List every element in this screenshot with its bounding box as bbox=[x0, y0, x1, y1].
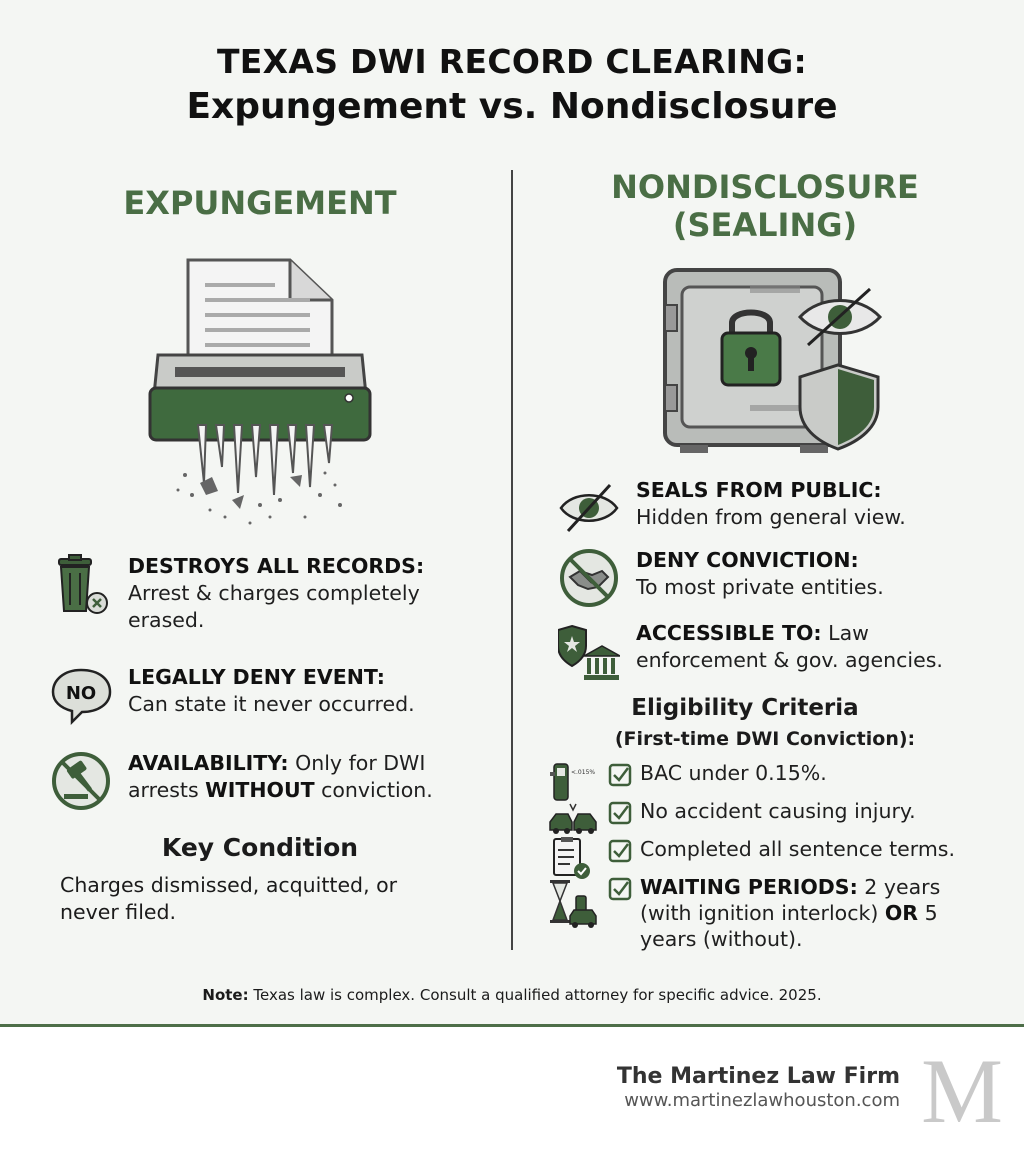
hourglass-interlock-icon bbox=[548, 874, 598, 930]
feature-text-after: conviction. bbox=[314, 778, 433, 802]
checkbox-checked-icon bbox=[608, 839, 632, 863]
feature-label: DESTROYS ALL RECORDS: bbox=[128, 554, 425, 578]
eligibility-item-waiting bbox=[548, 874, 970, 952]
breathalyzer-reading: <.015% bbox=[571, 769, 596, 776]
firm-logo bbox=[918, 1048, 1006, 1130]
eye-slash-icon bbox=[558, 477, 620, 539]
note-label: Note: bbox=[202, 986, 249, 1004]
feature-text-before: Only for DWI arrests bbox=[128, 751, 426, 802]
no-gavel-icon bbox=[50, 750, 112, 812]
key-condition-text: Charges dismissed, acquitted, or never filed. bbox=[60, 873, 398, 924]
eligibility-text-after: 5 years (without). bbox=[640, 901, 938, 951]
eligibility-subtitle: (First-time DWI Conviction): bbox=[614, 728, 916, 750]
eligibility-label: WAITING PERIODS: bbox=[640, 875, 858, 899]
expungement-heading: EXPUNGEMENT bbox=[123, 184, 397, 222]
checkbox-checked-icon bbox=[608, 877, 632, 901]
feature-label: AVAILABILITY: bbox=[128, 751, 289, 775]
column-divider bbox=[511, 170, 513, 950]
page-title-line-1: TEXAS DWI RECORD CLEARING: bbox=[216, 42, 808, 81]
nondisclosure-heading-line-2: (SEALING) bbox=[672, 206, 858, 244]
feature-text: To most private entities. bbox=[636, 575, 884, 599]
no-speech-icon bbox=[50, 664, 112, 726]
feature-label: LEGALLY DENY EVENT: bbox=[128, 665, 385, 689]
feature-text: Law enforcement & gov. agencies. bbox=[636, 621, 943, 672]
nondisclosure-heading-line-1: NONDISCLOSURE bbox=[611, 168, 919, 206]
nondisclosure-heading bbox=[540, 168, 990, 244]
eligibility-text-bold: OR bbox=[884, 901, 919, 925]
eligibility-text: No accident causing injury. bbox=[640, 799, 916, 823]
feature-text: Can state it never occurred. bbox=[128, 692, 415, 716]
feature-text: Hidden from general view. bbox=[636, 505, 906, 529]
note-text: Texas law is complex. Consult a qualified attorney for specific advice. 2025. bbox=[248, 986, 822, 1004]
feature-destroys-records bbox=[50, 553, 470, 634]
feature-accessible bbox=[558, 620, 998, 682]
feature-text-bold: WITHOUT bbox=[205, 778, 315, 802]
checkbox-checked-icon bbox=[608, 801, 632, 825]
eligibility-title: Eligibility Criteria bbox=[631, 695, 859, 721]
feature-availability bbox=[50, 750, 490, 812]
feature-label: SEALS FROM PUBLIC: bbox=[636, 478, 882, 502]
no-handshake-icon bbox=[558, 547, 620, 609]
logo-letter: M bbox=[921, 1048, 1003, 1130]
shredder-icon bbox=[140, 255, 380, 530]
eligibility-text bbox=[640, 874, 970, 952]
key-condition-title: Key Condition bbox=[161, 833, 359, 862]
eligibility-text: BAC under 0.15%. bbox=[640, 761, 827, 785]
feature-seals-public bbox=[558, 477, 998, 539]
trash-icon bbox=[50, 553, 112, 615]
feature-text: Arrest & charges completely erased. bbox=[128, 581, 420, 632]
disclaimer-note bbox=[0, 986, 1024, 1004]
page-title-line-2: Expungement vs. Nondisclosure bbox=[186, 86, 838, 127]
eligibility-text: Completed all sentence terms. bbox=[640, 837, 956, 861]
eligibility-text-before: 2 years (with ignition interlock) bbox=[640, 875, 941, 925]
checkbox-checked-icon bbox=[608, 763, 632, 787]
feature-deny-conviction bbox=[558, 547, 998, 609]
no-speech-text: NO bbox=[65, 683, 97, 704]
safe-lock-icon bbox=[660, 265, 890, 455]
firm-name: The Martinez Law Firm bbox=[616, 1064, 900, 1089]
feature-legally-deny bbox=[50, 664, 470, 726]
firm-url-link[interactable]: www.martinezlawhouston.com bbox=[624, 1090, 900, 1111]
feature-label: DENY CONVICTION: bbox=[636, 548, 859, 572]
feature-label: ACCESSIBLE TO: bbox=[636, 621, 822, 645]
badge-courthouse-icon bbox=[558, 620, 620, 682]
